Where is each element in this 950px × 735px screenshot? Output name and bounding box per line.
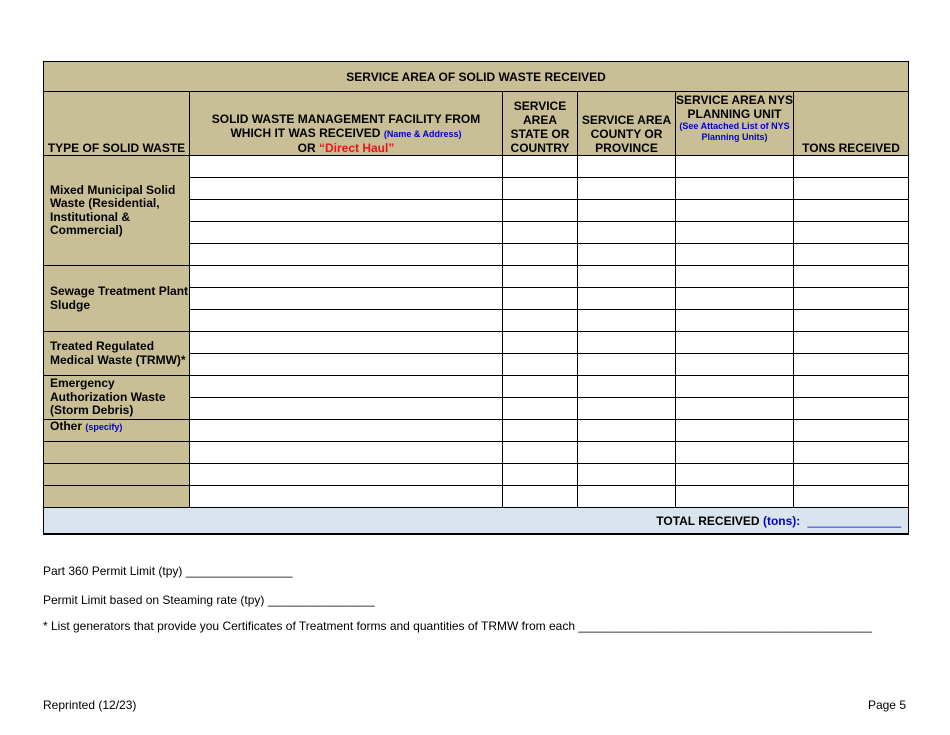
state-cell[interactable] (503, 464, 578, 486)
county-cell[interactable] (578, 244, 676, 266)
state-cell[interactable] (503, 178, 578, 200)
state-cell[interactable] (503, 244, 578, 266)
tons-cell[interactable] (794, 266, 909, 288)
facility-cell[interactable] (190, 442, 503, 464)
state-cell[interactable] (503, 420, 578, 442)
planning-unit-cell[interactable] (676, 464, 794, 486)
planning-unit-cell[interactable] (676, 244, 794, 266)
planning-unit-cell[interactable] (676, 442, 794, 464)
header-tons (794, 92, 909, 156)
table-title: SERVICE AREA OF SOLID WASTE RECEIVED (44, 62, 909, 92)
planning-unit-cell[interactable] (676, 376, 794, 398)
service-area-table (43, 61, 909, 535)
planning-unit-cell[interactable] (676, 178, 794, 200)
county-cell[interactable] (578, 156, 676, 178)
tons-cell[interactable] (794, 310, 909, 332)
facility-cell[interactable] (190, 266, 503, 288)
planning-unit-cell[interactable] (676, 486, 794, 508)
planning-unit-cell[interactable] (676, 222, 794, 244)
header-state (503, 92, 578, 156)
county-cell[interactable] (578, 398, 676, 420)
other-type-cell[interactable] (44, 464, 190, 486)
planning-unit-cell[interactable] (676, 420, 794, 442)
category-other (44, 420, 190, 442)
state-cell[interactable] (503, 354, 578, 376)
category-other-note: (specify) (85, 422, 123, 432)
planning-unit-cell[interactable] (676, 332, 794, 354)
tons-cell[interactable] (794, 156, 909, 178)
state-cell[interactable] (503, 310, 578, 332)
county-cell[interactable] (578, 200, 676, 222)
facility-cell[interactable] (190, 354, 503, 376)
header-county (578, 92, 676, 156)
state-cell[interactable] (503, 288, 578, 310)
facility-cell[interactable] (190, 420, 503, 442)
facility-cell[interactable] (190, 310, 503, 332)
planning-unit-cell[interactable] (676, 266, 794, 288)
facility-cell[interactable] (190, 178, 503, 200)
county-cell[interactable] (578, 332, 676, 354)
county-cell[interactable] (578, 464, 676, 486)
planning-unit-cell[interactable] (676, 310, 794, 332)
tons-cell[interactable] (794, 398, 909, 420)
tons-cell[interactable] (794, 332, 909, 354)
state-cell[interactable] (503, 398, 578, 420)
county-cell[interactable] (578, 442, 676, 464)
tons-cell[interactable] (794, 486, 909, 508)
facility-cell[interactable] (190, 200, 503, 222)
permit-limit-field[interactable]: Part 360 Permit Limit (tpy) ________________ (43, 564, 293, 578)
county-cell[interactable] (578, 266, 676, 288)
state-cell[interactable] (503, 376, 578, 398)
other-type-cell[interactable] (44, 442, 190, 464)
tons-cell[interactable] (794, 354, 909, 376)
total-received-row (44, 508, 909, 535)
total-received-unit: (tons): (762, 513, 801, 528)
total-received-blank[interactable]: ______________ (807, 513, 902, 528)
header-facility-label: SOLID WASTE MANAGEMENT FACILITY FROM WHICH IT WAS RECEIVED (211, 112, 481, 140)
tons-cell[interactable] (794, 244, 909, 266)
tons-cell[interactable] (794, 442, 909, 464)
facility-cell[interactable] (190, 244, 503, 266)
facility-cell[interactable] (190, 486, 503, 508)
county-cell[interactable] (578, 310, 676, 332)
county-cell[interactable] (578, 222, 676, 244)
county-cell[interactable] (578, 354, 676, 376)
reprinted-date: Reprinted (12/23) (43, 698, 137, 712)
county-cell[interactable] (578, 178, 676, 200)
state-cell[interactable] (503, 332, 578, 354)
header-facility-or: OR (297, 141, 316, 155)
header-state-label: SERVICE AREA STATE OR COUNTRY (510, 99, 570, 155)
tons-cell[interactable] (794, 464, 909, 486)
header-tons-label: TONS RECEIVED (802, 141, 900, 155)
planning-unit-cell[interactable] (676, 354, 794, 376)
header-facility-direct-haul: “Direct Haul” (318, 141, 395, 155)
header-nys-note: (See Attached List of NYS Planning Units) (679, 121, 790, 142)
header-facility-note: (Name & Address) (383, 129, 462, 139)
tons-cell[interactable] (794, 222, 909, 244)
planning-unit-cell[interactable] (676, 156, 794, 178)
state-cell[interactable] (503, 156, 578, 178)
county-cell[interactable] (578, 486, 676, 508)
planning-unit-cell[interactable] (676, 398, 794, 420)
header-type-label: TYPE OF SOLID WASTE (47, 141, 186, 155)
other-type-cell[interactable] (44, 486, 190, 508)
tons-cell[interactable] (794, 376, 909, 398)
facility-cell[interactable] (190, 156, 503, 178)
tons-cell[interactable] (794, 200, 909, 222)
county-cell[interactable] (578, 288, 676, 310)
category-trmw: Treated Regulated Medical Waste (TRMW)* (44, 332, 190, 376)
facility-cell[interactable] (190, 376, 503, 398)
facility-cell[interactable] (190, 398, 503, 420)
facility-cell[interactable] (190, 332, 503, 354)
category-mixed-municipal: Mixed Municipal Solid Waste (Residential, Institutional & Commercial) (44, 156, 190, 266)
county-cell[interactable] (578, 420, 676, 442)
header-nys (676, 92, 794, 156)
facility-cell[interactable] (190, 288, 503, 310)
page-number: Page 5 (867, 698, 906, 712)
tons-cell[interactable] (794, 178, 909, 200)
tons-cell[interactable] (794, 420, 909, 442)
planning-unit-cell[interactable] (676, 288, 794, 310)
planning-unit-cell[interactable] (676, 200, 794, 222)
state-cell[interactable] (503, 266, 578, 288)
steaming-limit-field[interactable]: Permit Limit based on Steaming rate (tpy) ________________ (43, 593, 375, 607)
category-emergency: Emergency Authorization Waste (Storm Debris) (44, 376, 190, 420)
facility-cell[interactable] (190, 222, 503, 244)
state-cell[interactable] (503, 200, 578, 222)
category-sewage-sludge: Sewage Treatment Plant Sludge (44, 266, 190, 332)
header-facility (190, 92, 503, 156)
header-type (44, 92, 190, 156)
facility-cell[interactable] (190, 464, 503, 486)
state-cell[interactable] (503, 442, 578, 464)
state-cell[interactable] (503, 486, 578, 508)
header-nys-label: SERVICE AREA NYS PLANNING UNIT (676, 93, 793, 121)
tons-cell[interactable] (794, 288, 909, 310)
header-county-label: SERVICE AREA COUNTY OR PROVINCE (581, 113, 672, 155)
category-other-label: Other (50, 419, 83, 433)
generators-field[interactable]: * List generators that provide you Certificates of Treatment forms and quantities of TRMW from each ____________________________________________ (43, 619, 872, 633)
total-received-label: TOTAL RECEIVED (656, 513, 760, 528)
county-cell[interactable] (578, 376, 676, 398)
state-cell[interactable] (503, 222, 578, 244)
